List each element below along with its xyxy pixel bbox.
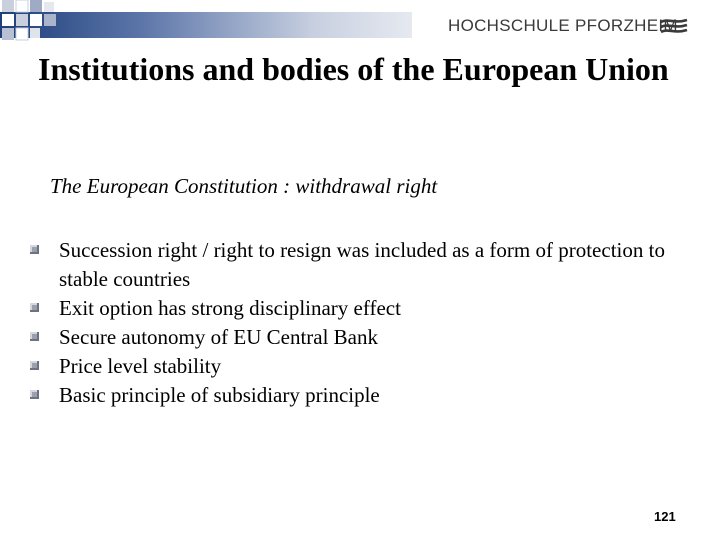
list-item: [28, 323, 688, 352]
pforzheim-wave-logo-icon: [660, 18, 688, 34]
slide-subtitle: The European Constitution : withdrawal right: [50, 174, 438, 198]
bullet-text: Secure autonomy of EU Central Bank: [59, 325, 378, 349]
bullet-text: Basic principle of subsidiary principle: [59, 383, 380, 407]
list-item: [28, 236, 688, 294]
list-item: [28, 381, 688, 410]
header-decoration: [0, 0, 720, 50]
square-bullet-icon: [30, 245, 39, 254]
square-bullet-icon: [30, 361, 39, 370]
page-number: 121: [654, 509, 676, 524]
list-item: [28, 352, 688, 381]
institution-logo: [412, 12, 712, 38]
bullet-list: [28, 236, 688, 410]
square-bullet-icon: [30, 303, 39, 312]
slide-title: Institutions and bodies of the European Union: [38, 51, 669, 87]
list-item: [28, 294, 688, 323]
bullet-text: Succession right / right to resign was included as a form of protection to stable countries: [59, 238, 665, 291]
square-bullet-icon: [30, 390, 39, 399]
square-bullet-icon: [30, 332, 39, 341]
bullet-text: Price level stability: [59, 354, 222, 378]
logo-text: HOCHSCHULE PFORZHEIM: [448, 16, 678, 35]
decorative-squares-icon: [0, 0, 80, 50]
bullet-text: Exit option has strong disciplinary effect: [59, 296, 401, 320]
